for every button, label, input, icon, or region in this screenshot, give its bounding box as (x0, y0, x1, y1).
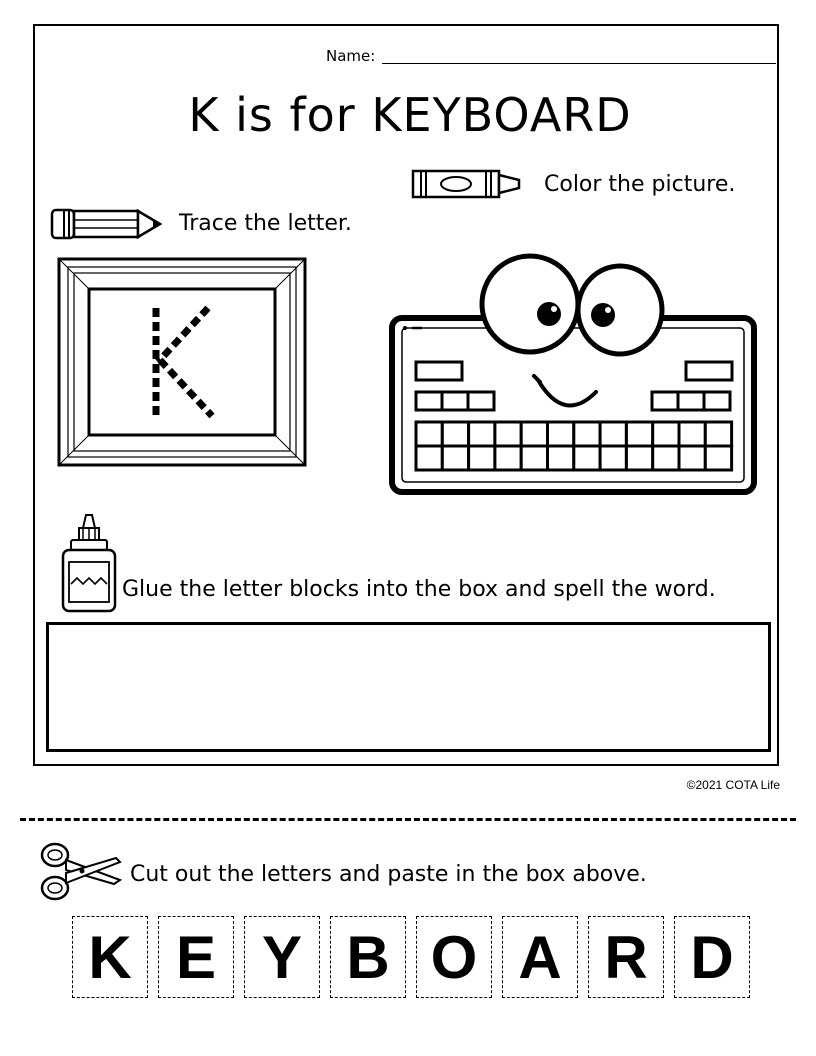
keyboard-key (469, 446, 495, 470)
keyboard-illustration (388, 252, 758, 498)
letter-tile-y[interactable]: Y (244, 916, 320, 998)
pencil-icon (50, 206, 166, 242)
keyboard-key (521, 422, 547, 446)
keyboard-key (705, 422, 731, 446)
keyboard-key (416, 422, 442, 446)
keyboard-key (495, 422, 521, 446)
glue-instruction: Glue the letter blocks into the box and spell the word. (122, 577, 716, 602)
letter-tile-d[interactable]: D (674, 916, 750, 998)
keyboard-key (626, 446, 652, 470)
keyboard-key (521, 446, 547, 470)
name-line[interactable] (382, 63, 776, 64)
keyboard-key (495, 446, 521, 470)
keyboard-key (416, 446, 442, 470)
color-instruction: Color the picture. (544, 172, 736, 197)
crayon-icon (411, 168, 523, 200)
keyboard-key (679, 422, 705, 446)
answer-box[interactable] (46, 622, 771, 752)
name-row (326, 45, 776, 67)
keyboard-key (600, 422, 626, 446)
keyboard-key (574, 422, 600, 446)
keyboard-key (442, 446, 468, 470)
keyboard-key (653, 422, 679, 446)
copyright-text: ©2021 COTA Life (686, 778, 780, 792)
name-label: Name: (326, 47, 376, 65)
keyboard-key (548, 422, 574, 446)
keyboard-key (469, 422, 495, 446)
keyboard-key (574, 446, 600, 470)
trace-letter-frame[interactable] (56, 256, 308, 468)
glue-bottle-icon (60, 512, 118, 614)
trace-instruction: Trace the letter. (179, 211, 352, 236)
keyboard-key (653, 446, 679, 470)
letter-tile-e[interactable]: E (158, 916, 234, 998)
keyboard-key (679, 446, 705, 470)
keyboard-key (548, 446, 574, 470)
scissors-icon (38, 840, 124, 904)
cut-line (20, 818, 796, 821)
letter-tile-a[interactable]: A (502, 916, 578, 998)
cut-instruction: Cut out the letters and paste in the box above. (130, 862, 647, 887)
keyboard-key (442, 422, 468, 446)
keyboard-key (600, 446, 626, 470)
page-title: K is for KEYBOARD (188, 88, 632, 142)
letter-tile-o[interactable]: O (416, 916, 492, 998)
keyboard-key (705, 446, 731, 470)
letter-tile-k[interactable]: K (72, 916, 148, 998)
keyboard-key (626, 422, 652, 446)
letter-tile-b[interactable]: B (330, 916, 406, 998)
letter-tile-r[interactable]: R (588, 916, 664, 998)
